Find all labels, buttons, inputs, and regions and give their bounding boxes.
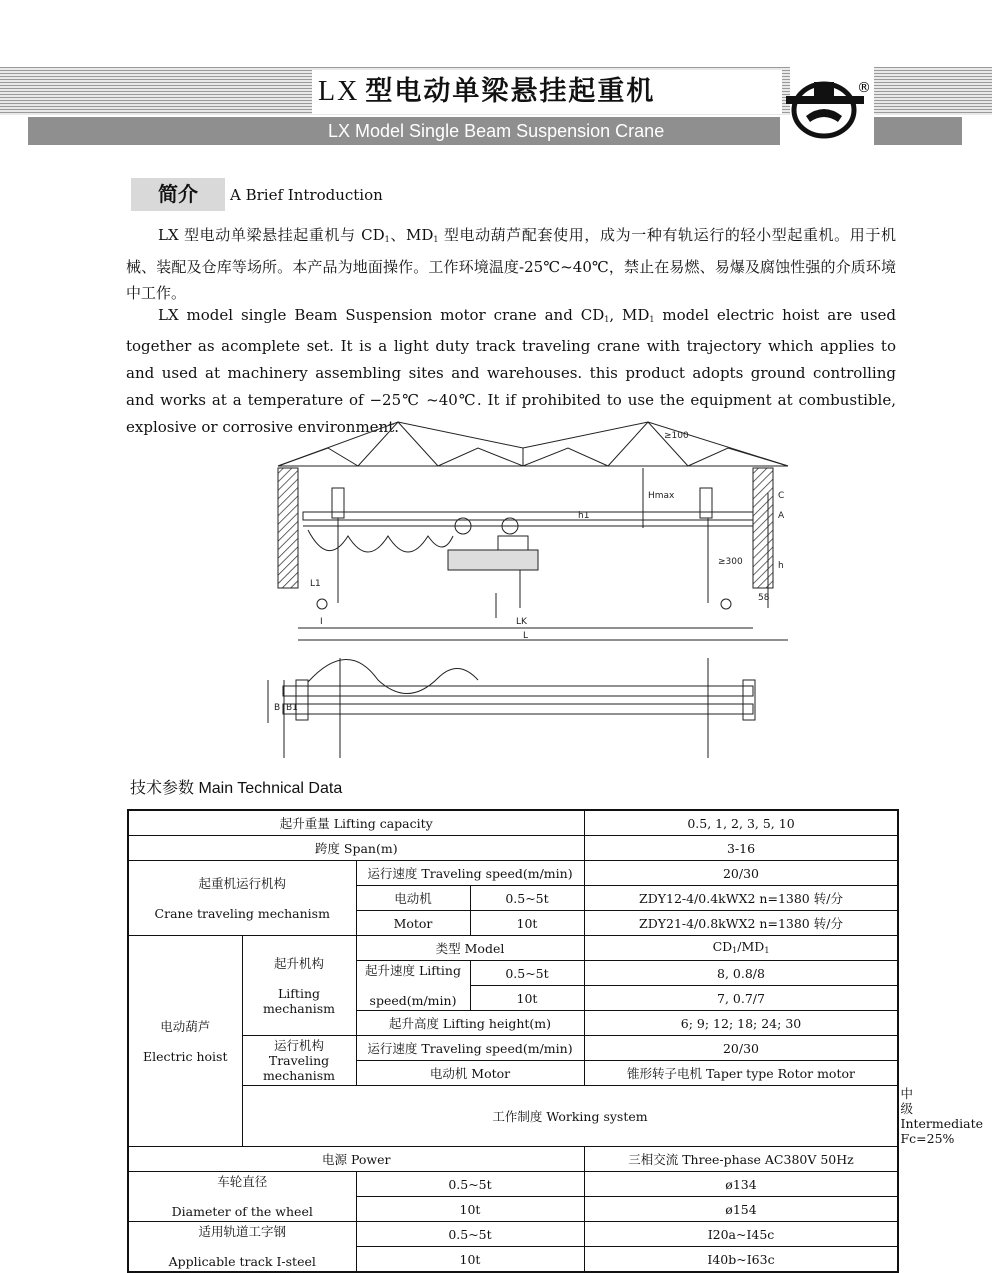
- company-logo: [784, 72, 874, 142]
- dim-label-hmax: Hmax: [648, 491, 675, 501]
- table-row: [128, 1172, 898, 1197]
- table-row: [128, 1036, 898, 1061]
- title-prefix: LX: [318, 76, 360, 107]
- table-cell: 10t: [356, 1247, 584, 1273]
- table-cell: 6; 9; 12; 18; 24; 30: [584, 1011, 898, 1036]
- table-cell: [128, 1222, 356, 1273]
- title-text-cn: 型电动单梁悬挂起重机: [365, 76, 656, 107]
- table-cell: 20/30: [584, 861, 898, 886]
- table-row: 工作制度 Working system 中级 Intermediate Fc=25%: [128, 1086, 898, 1147]
- table-cell: 8, 0.8/8: [584, 961, 898, 986]
- table-cell: 跨度 Span(m): [128, 836, 584, 861]
- dim-label-h: h: [778, 561, 784, 571]
- table-row: [128, 836, 898, 861]
- lift-speed-label-1: 起升速度 Lifting: [365, 963, 461, 978]
- p1-part-a: LX 型电动单梁悬挂起重机与 CD: [158, 226, 385, 244]
- table-cell: ZDY12-4/0.4kWX2 n=1380 转/分: [584, 886, 898, 911]
- wheel-en: Diameter of the wheel: [171, 1204, 313, 1219]
- table-cell: I40b~I63c: [584, 1247, 898, 1273]
- table-cell: 20/30: [584, 1036, 898, 1061]
- table-cell: 0.5~5t: [356, 1222, 584, 1247]
- traveling-mech-en-1: Traveling: [268, 1053, 330, 1068]
- table-row: [128, 861, 898, 886]
- table-cell: [242, 1036, 356, 1086]
- page-title-cn: [318, 72, 758, 112]
- technical-data-title: 技术参数 Main Technical Data: [130, 780, 343, 797]
- table-cell: [128, 1172, 356, 1222]
- table-row: [128, 1222, 898, 1247]
- table-cell: 运行速度 Traveling speed(m/min): [356, 861, 584, 886]
- table-cell: 0.5~5t: [470, 886, 584, 911]
- dim-label-l: L: [523, 631, 529, 641]
- model-md: /MD: [737, 938, 765, 954]
- table-cell: 电动机 Motor: [356, 1061, 584, 1086]
- intro-label-en: A Brief Introduction: [230, 186, 383, 204]
- dim-label-l1: L1: [310, 579, 321, 589]
- table-cell: 电源 Power: [128, 1147, 584, 1172]
- model-cd: CD: [712, 938, 733, 954]
- page-title-en: LX Model Single Beam Suspension Crane: [328, 121, 665, 141]
- table-cell: 三相交流 Three-phase AC380V 50Hz: [584, 1147, 898, 1172]
- p2-part-b: , MD: [609, 306, 650, 324]
- table-cell: ø154: [584, 1197, 898, 1222]
- track-cn: 适用轨道工字钢: [198, 1224, 286, 1239]
- table-cell: [128, 936, 242, 1147]
- p2-part-c: model electric hoist are used together as acomplete set. It is a light duty track traveling crane with trajectory which applies to and used at machinery assembling sites and warehouses. this product adopts ground controlling and works at a temperature of −25℃ ~40℃. It if prohibited to use the equipment at combustible, explosive or corrosive environment.: [126, 306, 896, 436]
- lift-speed-label-2: speed(m/min): [369, 993, 457, 1008]
- p2-part-a: LX model single Beam Suspension motor crane and CD: [158, 306, 605, 324]
- table-cell: 10t: [470, 911, 584, 936]
- dim-label-b: B: [274, 703, 281, 713]
- lifting-mech-cn: 起升机构: [273, 955, 324, 971]
- table-cell: ø134: [584, 1172, 898, 1197]
- table-cell: 10t: [470, 986, 584, 1011]
- table-cell: [128, 861, 356, 936]
- traveling-mech-cn: 运行机构: [273, 1038, 324, 1053]
- crane-technical-drawing: [248, 418, 796, 776]
- table-cell: 锥形转子电机 Taper type Rotor motor: [584, 1061, 898, 1086]
- dim-label-a: A: [778, 511, 785, 521]
- crane-travel-cn: 起重机运行机构: [198, 875, 286, 891]
- sub-1: 1: [433, 235, 439, 244]
- hoist-en: Electric hoist: [142, 1048, 228, 1064]
- table-cell: 起升高度 Lifting height(m): [356, 1011, 584, 1036]
- table-cell: ZDY21-4/0.8kWX2 n=1380 转/分: [584, 911, 898, 936]
- table-cell: 0.5~5t: [356, 1172, 584, 1197]
- dim-label-lk: LK: [516, 617, 527, 627]
- table-cell: [242, 936, 356, 1036]
- table-cell: 10t: [356, 1197, 584, 1222]
- dim-label-100: ≥100: [664, 431, 689, 441]
- track-en: Applicable track I-steel: [168, 1254, 316, 1269]
- table-cell: 工作制度 Working system: [242, 1086, 898, 1147]
- sub-1: 1: [732, 945, 738, 955]
- table-cell: 0.5, 1, 2, 3, 5, 10: [584, 810, 898, 836]
- table-row: [128, 810, 898, 836]
- p1-part-c: 型电动葫芦配套使用，成为一种有轨运行的轻小型起重机。用于机械、装配及仓库等场所。本产品为地面操作。工作环境温度-25℃~40℃，禁止在易燃、易爆及腐蚀性强的介质环境中工作。: [126, 226, 897, 302]
- table-row: [128, 936, 898, 961]
- dim-label-c: C: [778, 491, 785, 501]
- dim-label-300: ≥300: [718, 557, 743, 567]
- intro-paragraph-cn: [126, 222, 896, 307]
- lifting-mech-en: Lifting mechanism: [262, 985, 336, 1016]
- table-cell: [356, 961, 470, 1011]
- table-cell: 电动机: [356, 886, 470, 911]
- table-row: [128, 1147, 898, 1172]
- table-cell: 7, 0.7/7: [584, 986, 898, 1011]
- table-cell: 类型 Model: [356, 936, 584, 961]
- table-cell: [584, 936, 898, 961]
- table-cell: 起升重量 Lifting capacity: [128, 810, 584, 836]
- table-cell: Motor: [356, 911, 470, 936]
- table-cell: 0.5~5t: [470, 961, 584, 986]
- registered-mark: ®: [857, 80, 871, 96]
- intro-label-cn: 简介: [131, 178, 225, 211]
- sub-1: 1: [649, 315, 655, 324]
- sub-1: 1: [604, 315, 610, 324]
- table-cell: 3-16: [584, 836, 898, 861]
- sub-1: 1: [764, 945, 770, 955]
- wheel-cn: 车轮直径: [217, 1174, 268, 1189]
- technical-data-table: [127, 809, 984, 1273]
- dim-label-58: 58: [758, 593, 770, 603]
- dim-label-b1: B1: [286, 703, 298, 713]
- sub-1: 1: [384, 235, 390, 244]
- table-cell: 运行速度 Traveling speed(m/min): [356, 1036, 584, 1061]
- subtitle-bar-right: [874, 117, 962, 145]
- traveling-mech-en-2: mechanism: [262, 1068, 336, 1083]
- p1-part-b: 、MD: [389, 226, 434, 244]
- dim-label-i: I: [320, 617, 323, 627]
- header-stripes-right: [874, 67, 992, 115]
- hoist-cn: 电动葫芦: [160, 1018, 211, 1034]
- table-cell: I20a~I45c: [584, 1222, 898, 1247]
- crane-travel-en: Crane traveling mechanism: [154, 905, 330, 921]
- dim-label-h1: h1: [578, 511, 590, 521]
